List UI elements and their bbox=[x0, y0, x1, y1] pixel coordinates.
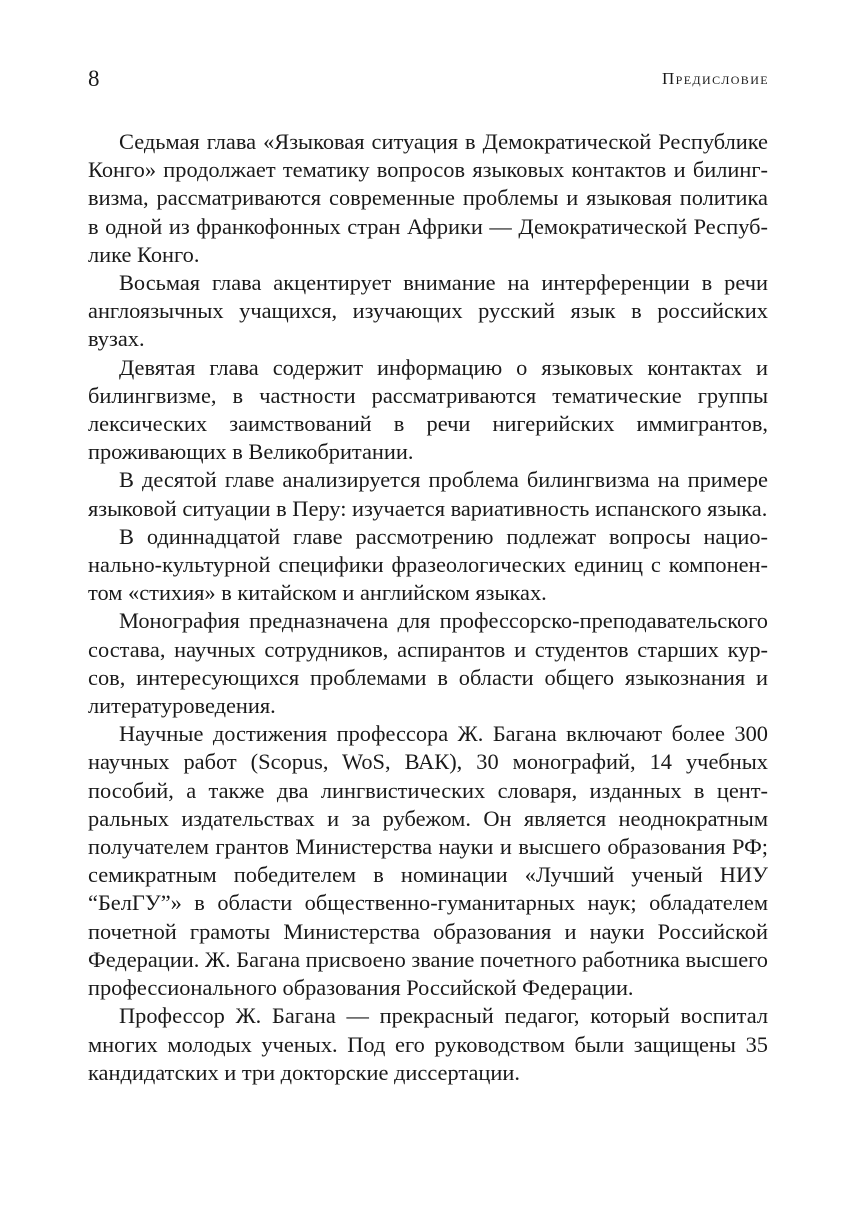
paragraph-chapter-nine: Девятая глава содержит информацию о языковых контактах и билингвизме, в частности рассматриваются тематические группы лексических заимствований в речи нигерийских иммигрантов, проживающих в Великобритании. bbox=[88, 354, 768, 465]
paragraph-chapter-eleven: В одиннадцатой главе рассмотрению подлежат вопросы национально-культурной специфики фразеологических единиц с компонентом «стихия» в китайском и английском языках. bbox=[88, 523, 768, 606]
paragraph-chapter-eight: Восьмая глава акцентирует внимание на интерференции в речи англоязычных учащихся, изучающих русский язык в российских вузах. bbox=[88, 270, 768, 352]
running-header bbox=[88, 64, 769, 94]
section-title: Предисловие bbox=[661, 69, 769, 88]
paragraph-audience: Монография предназначена для профессорско-преподавательского состава, научных сотрудников, аспирантов и студентов старших курсов, интересующихся проблемами в области общего языкознания и литературоведения. bbox=[88, 608, 768, 719]
paragraph-achievements: Научные достижения профессора Ж. Багана включают более 300 научных работ (Scopus, WoS, ВАК), 30 монографий, 14 учебных пособий, а также два лингвистических словаря, изданных в центральных издательствах и за рубежом. Он является неоднократным получателем грантов Министерства науки и высшего образования РФ; семикратным победителем в номинации «Лучший ученый НИУ “БелГУ”» в области общественно-гуманитарных наук; обладателем почетной грамоты Министерства образования и науки Российской Федерации. Ж. Багана присвоено звание почетного работника высшего профессионального образования Российской Федерации. bbox=[88, 721, 768, 1001]
body-text bbox=[88, 128, 768, 1087]
paragraph-mentorship: Профессор Ж. Багана — прекрасный педагог, который воспитал многих молодых ученых. Под его руководством были защищены 35 кандидатских и три докторские диссертации. bbox=[88, 1003, 768, 1085]
page-number: 8 bbox=[88, 66, 100, 91]
paragraph-chapter-ten: В десятой главе анализируется проблема билингвизма на примере языковой ситуации в Перу: изучается вариативность испанского языка. bbox=[88, 467, 768, 521]
paragraph-chapter-seven: Седьмая глава «Языковая ситуация в Демократической Республике Конго» продолжает тематику вопросов языковых контактов и билингвизма, рассматриваются современные проблемы и языковая политика в одной из франкофонных стран Африки — Демократической Республике Конго. bbox=[88, 129, 768, 267]
